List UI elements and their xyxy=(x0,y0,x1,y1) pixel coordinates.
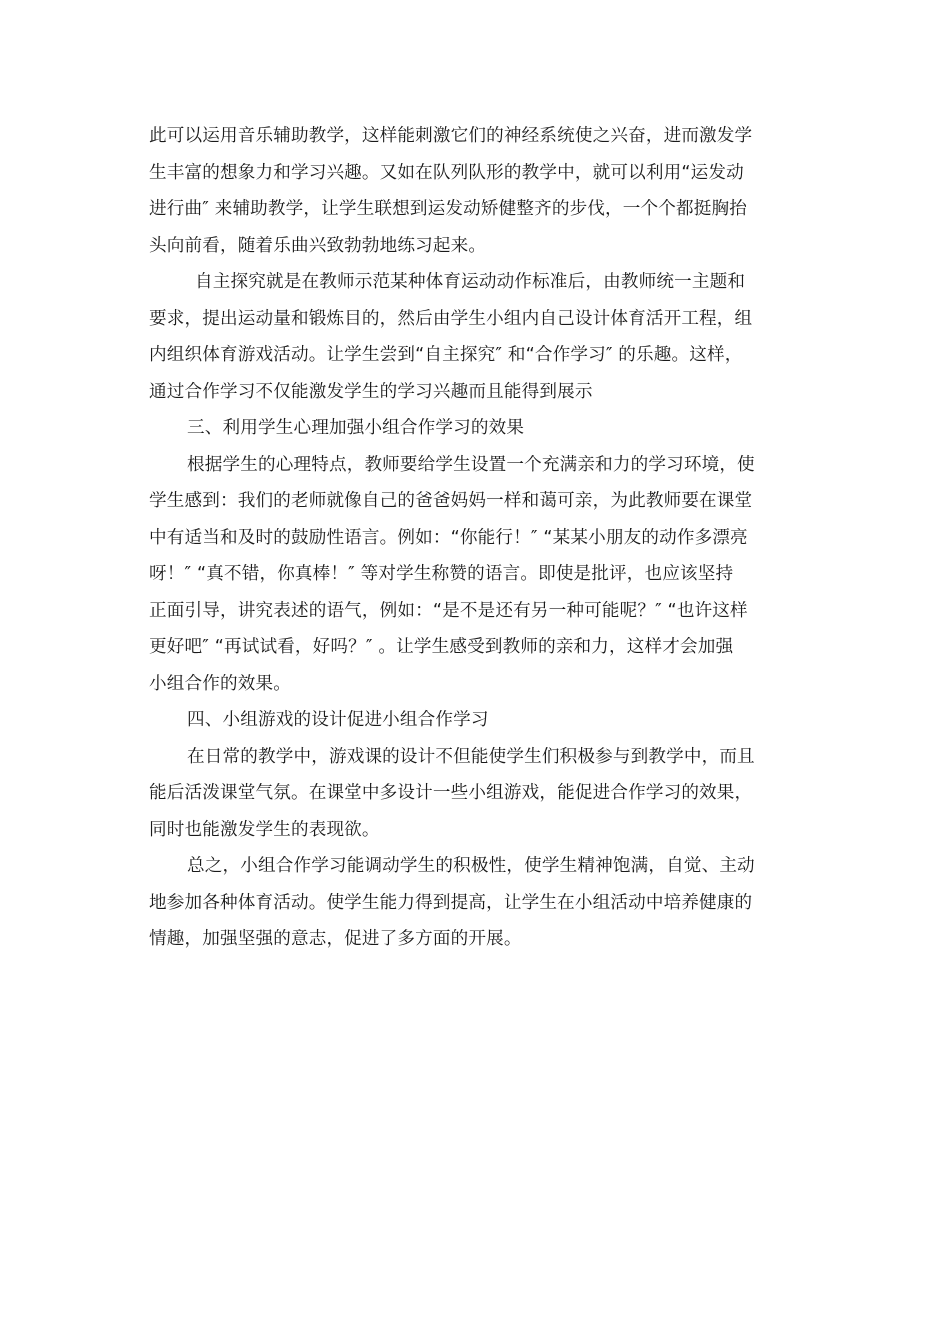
paragraph-line: 生丰富的想象力和学习兴趣。又如在队列队形的教学中，就可以利用“运发动 xyxy=(149,162,744,183)
paragraph-line: 在日常的教学中，游戏课的设计不但能使学生们积极参与到教学中，而且 xyxy=(187,746,755,767)
paragraph-line: 此可以运用音乐辅助教学，这样能刺激它们的神经系统使之兴奋，进而激发学 xyxy=(149,126,753,146)
paragraph-line: 进行曲″ 来辅助教学，让学生联想到运发动矫健整齐的步伐，一个个都挺胸抬 xyxy=(149,199,748,219)
paragraph-line: 呀！″ “真不错，你真棒！″ 等对学生称赞的语言。即使是批评，也应该坚持 xyxy=(149,564,734,584)
section-heading: 四、小组游戏的设计促进小组合作学习 xyxy=(187,710,489,730)
paragraph-line: 更好吧″ “再试试看，好吗？″ 。让学生感受到教师的亲和力，这样才会加强 xyxy=(149,637,734,657)
paragraph-line: 总之，小组合作学习能调动学生的积极性，使学生精神饱满，自觉、主动 xyxy=(187,856,755,876)
paragraph-line: 小组合作的效果。 xyxy=(149,673,291,694)
paragraph-line: 同时也能激发学生的表现欲。 xyxy=(149,819,380,840)
paragraph-line: 情趣，加强坚强的意志，促进了多方面的开展。 xyxy=(149,929,522,949)
paragraph-line: 地参加各种体育活动。使学生能力得到提高，让学生在小组活动中培养健康的 xyxy=(149,892,753,913)
paragraph-line: 要求，提出运动量和锻炼目的，然后由学生小组内自己设计体育活开工程，组 xyxy=(149,308,753,329)
document-body xyxy=(149,118,805,958)
paragraph-line: 中有适当和及时的鼓励性语言。例如：“你能行！″ “某某小朋友的动作多漂亮 xyxy=(149,527,748,548)
paragraph-line: 通过合作学习不仅能激发学生的学习兴趣而且能得到展示 xyxy=(149,381,593,402)
paragraph-line: 自主探究就是在教师示范某种体育运动动作标准后，由教师统一主题和 xyxy=(195,272,746,292)
paragraph-line: 学生感到：我们的老师就像自己的爸爸妈妈一样和蔼可亲，为此教师要在课堂 xyxy=(149,491,753,511)
paragraph-line: 能后活泼课堂气氛。在课堂中多设计一些小组游戏，能促进合作学习的效果， xyxy=(149,783,753,803)
paragraph-line: 根据学生的心理特点，教师要给学生设置一个充满亲和力的学习环境，使 xyxy=(187,454,755,475)
paragraph-line: 头向前看，随着乐曲兴致勃勃地练习起来。 xyxy=(149,235,487,256)
paragraph-line: 正面引导，讲究表述的语气，例如：“是不是还有另一种可能呢？″ “也许这样 xyxy=(149,600,748,621)
section-heading: 三、利用学生心理加强小组合作学习的效果 xyxy=(187,418,525,438)
paragraph-line: 内组织体育游戏活动。让学生尝到“自主探究″ 和“合作学习″ 的乐趣。这样， xyxy=(149,345,743,365)
